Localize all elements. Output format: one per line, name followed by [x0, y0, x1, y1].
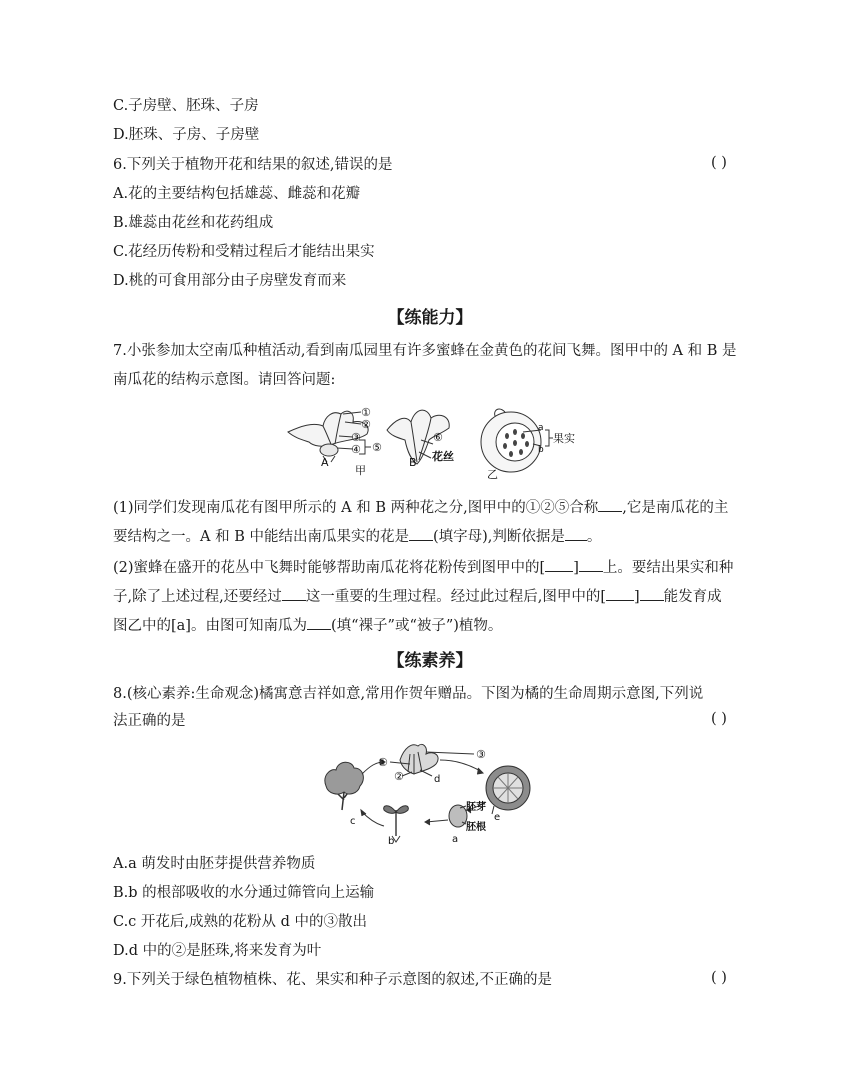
option-b-q6: B.雄蕊由花丝和花药组成	[113, 215, 274, 231]
q7-part2-line1: (2)蜜蜂在盛开的花丛中飞舞时能够帮助南瓜花将花粉传到图甲中的[ ] 上。要结出果实和种	[113, 556, 733, 578]
fig1-label-3: ③	[351, 431, 361, 444]
section-title-ability: 【练能力】	[387, 308, 473, 328]
fig2-label-peiya: 胚芽	[466, 802, 486, 813]
section-title-literacy: 【练素养】	[387, 651, 473, 671]
fig2-label-c: c	[350, 816, 356, 827]
option-d-q8: D.d 中的②是胚珠,将来发育为叶	[113, 943, 322, 959]
fig2-label-d: d	[434, 774, 441, 785]
fig2-label-1: ①	[378, 756, 388, 769]
figure-pumpkin-flowers	[283, 400, 583, 484]
question-6: 6.下列关于植物开花和结果的叙述,错误的是	[113, 157, 393, 173]
blank-5[interactable]	[579, 556, 603, 572]
q7-part1-line2: 要结构之一。A 和 B 中能结出南瓜果实的花是 (填字母),判断依据是 。	[113, 525, 601, 547]
option-b-q8: B.b 的根部吸收的水分通过筛管向上运输	[113, 885, 375, 901]
fig1-label-guoshi: 果实	[553, 432, 575, 445]
question-7-line2: 南瓜花的结构示意图。请回答问题:	[113, 372, 336, 388]
option-d-q6: D.桃的可食用部分由子房壁发育而来	[113, 273, 347, 289]
fig1-label-6: ⑥	[433, 431, 443, 444]
q7-part2-line2: 子,除了上述过程,还要经过 这一重要的生理过程。经过此过程后,图甲中的[ ] 能发育成	[113, 585, 722, 607]
q7-part2-line3: 图乙中的[a]。由图可知南瓜为 (填“裸子”或“被子”)植物。	[113, 614, 502, 636]
blank-3[interactable]	[565, 525, 587, 541]
fig1-label-1: ①	[361, 406, 371, 419]
question-8-line1: 8.(核心素养:生命观念)橘寓意吉祥如意,常用作贺年赠品。下图为橘的生命周期示意图,下列说	[113, 686, 704, 702]
answer-paren-q9[interactable]: ( )	[711, 970, 727, 986]
option-c-q5: C.子房壁、胚珠、子房	[113, 98, 259, 114]
fig2-label-b: b	[388, 836, 395, 847]
fig1-label-a: A	[321, 456, 329, 469]
fig2-label-peigen: 胚根	[466, 822, 486, 833]
fig1-label-yi: 乙	[487, 468, 498, 481]
fig1-label-4: ④	[351, 443, 361, 456]
fig2-label-3: ③	[476, 748, 486, 761]
blank-9[interactable]	[307, 614, 331, 630]
fig2-label-a: a	[452, 834, 459, 845]
option-c-q8: C.c 开花后,成熟的花粉从 d 中的③散出	[113, 914, 368, 930]
fig1-label-jia: 甲	[355, 464, 366, 477]
blank-1[interactable]	[598, 496, 622, 512]
fig1-label-b: B	[409, 456, 417, 469]
fig1-label-fruit-a: a	[538, 423, 544, 433]
blank-4[interactable]	[545, 556, 573, 572]
question-9: 9.下列关于绿色植物植株、花、果实和种子示意图的叙述,不正确的是	[113, 972, 552, 988]
fig1-label-2: ②	[361, 418, 371, 431]
answer-paren-q6[interactable]: ( )	[711, 155, 727, 171]
fig1-label-5: ⑤	[372, 441, 382, 454]
fig1-label-fruit-b: b	[538, 445, 544, 455]
blank-6[interactable]	[282, 585, 306, 601]
fig1-label-huasi: 花丝	[432, 450, 454, 463]
answer-paren-q8[interactable]: ( )	[711, 711, 727, 727]
fig2-label-e: e	[494, 812, 501, 823]
option-d-q5: D.胚珠、子房、子房壁	[113, 127, 260, 143]
question-7-line1: 7.小张参加太空南瓜种植活动,看到南瓜园里有许多蜜蜂在金黄色的花间飞舞。图甲中的 A 和 B 是	[113, 343, 737, 359]
figure-orange-life-cycle	[318, 740, 538, 848]
blank-7[interactable]	[606, 585, 634, 601]
q7-part1-line1: (1)同学们发现南瓜花有图甲所示的 A 和 B 两种花之分,图甲中的①②⑤合称 ,它是南瓜花的主	[113, 496, 728, 518]
blank-2[interactable]	[409, 525, 433, 541]
option-a-q8: A.a 萌发时由胚芽提供营养物质	[113, 856, 316, 872]
fig2-label-2: ②	[394, 770, 404, 783]
question-8-line2: 法正确的是	[113, 713, 186, 729]
option-a-q6: A.花的主要结构包括雄蕊、雌蕊和花瓣	[113, 186, 361, 202]
option-c-q6: C.花经历传粉和受精过程后才能结出果实	[113, 244, 375, 260]
blank-8[interactable]	[640, 585, 664, 601]
